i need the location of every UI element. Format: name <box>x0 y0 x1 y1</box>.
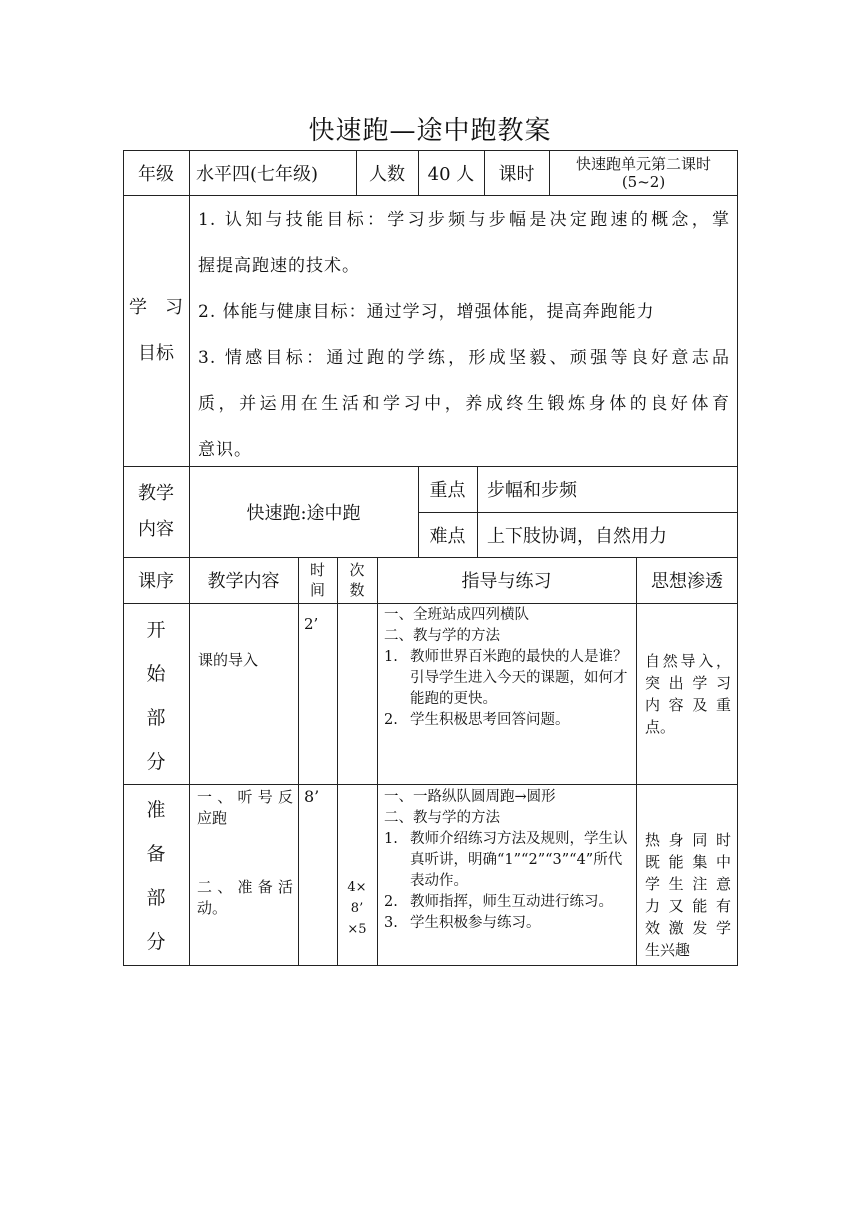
guidance-line: 一、全班站成四列横队 <box>384 607 529 623</box>
header-time <box>298 557 337 603</box>
difficulty-label: 难点 <box>429 525 466 547</box>
ideology-line: 内 容 及 重 <box>645 696 731 714</box>
guidance-item-number: 2. <box>384 712 398 728</box>
header-time-line2: 间 <box>309 581 325 599</box>
section-char: 始 <box>146 663 166 685</box>
ideology-line: 点。 <box>645 718 676 736</box>
guidance-item <box>384 829 632 892</box>
teaching-line: 动。 <box>197 899 228 917</box>
lesson-value <box>549 150 738 195</box>
header-reps <box>337 557 377 603</box>
lesson-value-line1: 快速跑单元第二课时 <box>575 154 711 173</box>
reps-line: 4× <box>347 880 367 895</box>
guidance-item <box>384 892 632 913</box>
ideology-line: 力 又 能 有 <box>645 897 731 915</box>
content-label <box>123 466 189 557</box>
key-point-label: 重点 <box>429 480 466 501</box>
section-char: 分 <box>146 751 166 773</box>
header-ideology: 思想渗透 <box>651 571 723 592</box>
guidance-item-number: 1. <box>384 649 398 665</box>
guidance-item <box>384 647 632 710</box>
guidance-item <box>384 913 632 934</box>
guidance-item-text: 学生积极参与练习。 <box>410 915 541 931</box>
lesson-label: 课时 <box>498 163 535 185</box>
header-section: 课序 <box>138 571 174 592</box>
reps-line: 8’ <box>350 901 364 916</box>
objectives-label-line1: 学 习 <box>129 296 183 318</box>
content-label-line2: 内容 <box>138 518 174 540</box>
lesson-value-line2: (5~2) <box>621 172 666 191</box>
ideology-line: 自然导入， <box>645 652 731 670</box>
prep-ideology <box>645 829 731 961</box>
guidance-item-text: 教师指挥，师生互动进行练习。 <box>410 894 613 910</box>
ideology-line: 热 身 同 时 <box>645 831 731 849</box>
grade-label: 年级 <box>138 163 174 185</box>
reps-line: ×5 <box>347 922 367 937</box>
teaching-line: 应跑 <box>197 809 228 827</box>
ideology-line: 既 能 集 中 <box>645 853 731 871</box>
objective-line: 3. 情感目标：通过跑的学练，形成坚毅、顽强等良好意志品 <box>198 348 730 368</box>
content-label-line1: 教学 <box>138 482 174 504</box>
grade-value: 水平四(七年级) <box>196 163 319 185</box>
header-reps-line2: 数 <box>349 581 365 599</box>
count-value: 40 人 <box>427 163 475 185</box>
ideology-line: 效 激 发 学 <box>645 919 731 937</box>
ideology-line: 学 生 注 意 <box>645 875 731 893</box>
section-char: 备 <box>146 843 166 865</box>
guidance-line: 二、教与学的方法 <box>384 810 500 826</box>
difficulty-value: 上下肢协调，自然用力 <box>487 525 667 547</box>
section-char: 部 <box>146 707 166 729</box>
guidance-item-text: 教师世界百米跑的最快的人是谁？引导学生进入今天的课题，如何才能跑的更快。 <box>410 649 628 707</box>
content-value: 快速跑:途中跑 <box>246 502 361 524</box>
ideology-line: 生兴趣 <box>645 941 691 959</box>
section-char: 开 <box>146 619 166 641</box>
prep-guidance <box>384 787 632 934</box>
objective-line: 质，并运用在生活和学习中，养成终生锻炼身体的良好体育 <box>198 394 730 414</box>
guidance-line: 一、一路纵队圆周跑→圆形 <box>384 789 556 805</box>
start-ideology <box>645 650 731 738</box>
guidance-item-number: 3. <box>384 915 398 931</box>
header-teaching: 教学内容 <box>207 571 280 592</box>
guidance-item-text: 学生积极思考回答问题。 <box>410 712 570 728</box>
guidance-item-number: 1. <box>384 831 398 847</box>
count-label: 人数 <box>369 163 405 185</box>
header-reps-line1: 次 <box>349 561 365 579</box>
start-section-label <box>123 608 189 784</box>
start-time: 2’ <box>304 615 319 633</box>
prep-time: 8’ <box>304 787 320 806</box>
objective-line: 意识。 <box>198 440 252 460</box>
start-guidance <box>384 605 632 731</box>
section-char: 分 <box>146 931 166 953</box>
objectives-label-line2: 目标 <box>138 342 174 364</box>
prep-teaching-1 <box>197 787 293 829</box>
objective-line: 1. 认知与技能目标：学习步频与步幅是决定跑速的概念，掌 <box>198 210 730 230</box>
guidance-item-text: 教师介绍练习方法及规则，学生认真听讲，明确“1”“2”“3”“4”所代表动作。 <box>410 831 628 889</box>
objectives-label <box>123 195 189 466</box>
prep-teaching-2 <box>197 877 293 919</box>
objectives-text <box>198 197 730 465</box>
prep-section-label <box>123 788 189 964</box>
guidance-line: 二、教与学的方法 <box>384 628 500 644</box>
teaching-line: 一、听号反 <box>197 788 293 806</box>
objective-line: 2. 体能与健康目标：通过学习，增强体能，提高奔跑能力 <box>198 302 655 322</box>
section-char: 准 <box>146 799 166 821</box>
start-teaching: 课的导入 <box>198 651 259 669</box>
key-point-value: 步幅和步频 <box>487 480 577 501</box>
prep-reps <box>337 877 377 940</box>
section-char: 部 <box>146 887 166 909</box>
header-guidance: 指导与练习 <box>461 571 552 592</box>
header-time-line1: 时 <box>309 561 325 579</box>
teaching-line: 二、准备活 <box>197 878 293 896</box>
ideology-line: 突 出 学 习 <box>645 674 731 692</box>
objective-line: 握提高跑速的技术。 <box>198 256 360 276</box>
guidance-item <box>384 710 632 731</box>
guidance-item-number: 2. <box>384 894 398 910</box>
page-title: 快速跑—途中跑教案 <box>308 116 552 146</box>
